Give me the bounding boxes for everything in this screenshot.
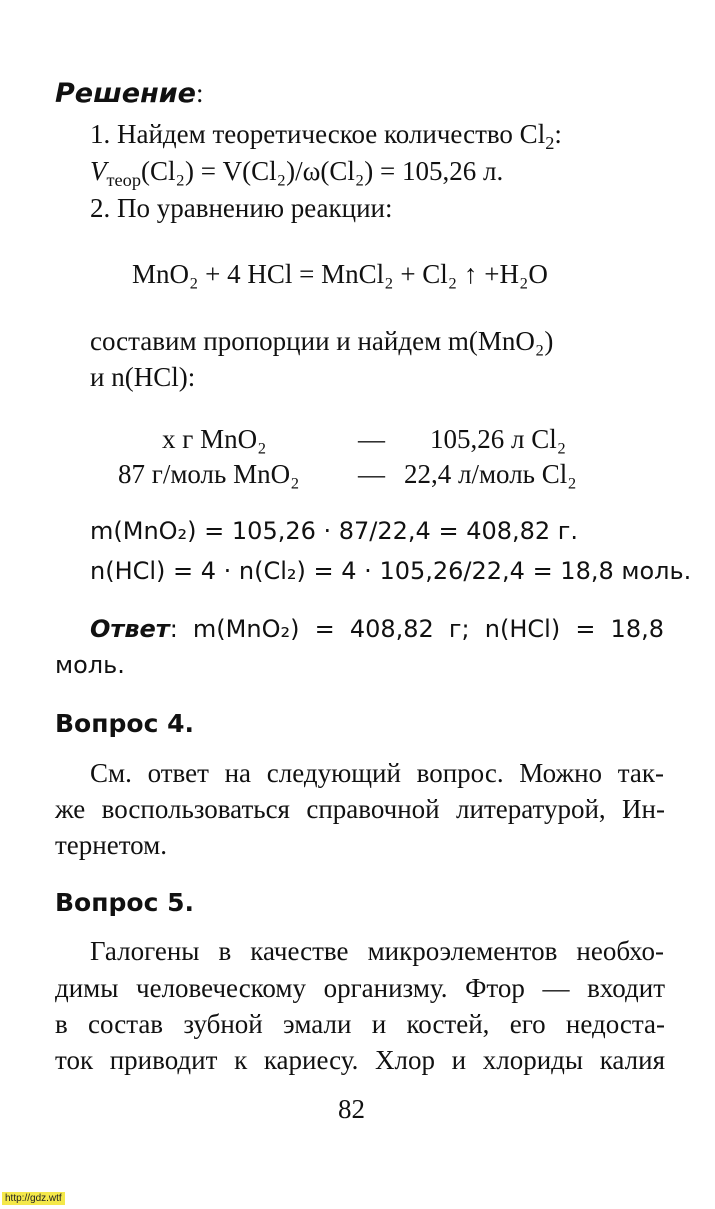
question-5-line-2: димы человеческому организму. Фтор — входит — [55, 973, 665, 1003]
reaction-equation: MnO₂ + 4 HCl = MnCl₂ + Cl₂ ↑ +H₂O — [132, 259, 548, 289]
proportion-row-2-dash: — — [358, 459, 385, 489]
question-5-line-4: ток приводит к кариесу. Хлор и хлориды калия — [55, 1045, 665, 1075]
question-4-line-3: тернетом. — [55, 830, 167, 860]
page-number: 82 — [338, 1094, 365, 1124]
answer-line-cont: моль. — [55, 651, 125, 679]
proportion-row-1-left: x г MnO₂ — [162, 424, 267, 454]
proportion-row-2-left: 87 г/моль MnO₂ — [118, 459, 300, 489]
proportion-intro-2: и n(HCl): — [90, 362, 196, 392]
calc-moles-hcl: n(HCl) = 4 · n(Cl₂) = 4 · 105,26/22,4 = 18,8 моль. — [90, 557, 692, 585]
question-5-line-3: в состав зубной эмали и костей, его недоста- — [55, 1009, 665, 1039]
question-4-line-1: См. ответ на следующий вопрос. Можно так- — [90, 758, 664, 788]
solution-heading: Решение: — [55, 78, 204, 109]
question-5-line-1: Галогены в качестве микроэлементов необхо- — [90, 936, 664, 966]
watermark-link[interactable]: http://gdz.wtf — [2, 1192, 65, 1205]
calc-mass-mno2: m(MnO₂) = 105,26 · 87/22,4 = 408,82 г. — [90, 517, 579, 545]
question-5-heading: Вопрос 5. — [55, 888, 194, 917]
step-1: 1. Найдем теоретическое количество $Cl_2$: — [90, 119, 562, 153]
proportion-row-1-dash: — — [358, 424, 385, 454]
answer-line: Ответ: m(MnO₂) = 408,82 г; n(HCl) = 18,8 — [90, 615, 664, 643]
proportion-row-2-right: 22,4 л/моль Cl₂ — [404, 459, 577, 489]
v-theor-formula: $V_{теор}(Cl_2) = V(Cl_2)/\omega(Cl_2) = 105,26$ л. — [90, 156, 504, 190]
step-2: 2. По уравнению реакции: — [90, 193, 393, 223]
proportion-intro: составим пропорции и найдем m(MnO₂) — [90, 326, 554, 356]
question-4-line-2: же воспользоваться справочной литературой, Ин- — [55, 794, 665, 824]
question-4-heading: Вопрос 4. — [55, 709, 194, 738]
proportion-row-1-right: 105,26 л Cl₂ — [430, 424, 567, 454]
